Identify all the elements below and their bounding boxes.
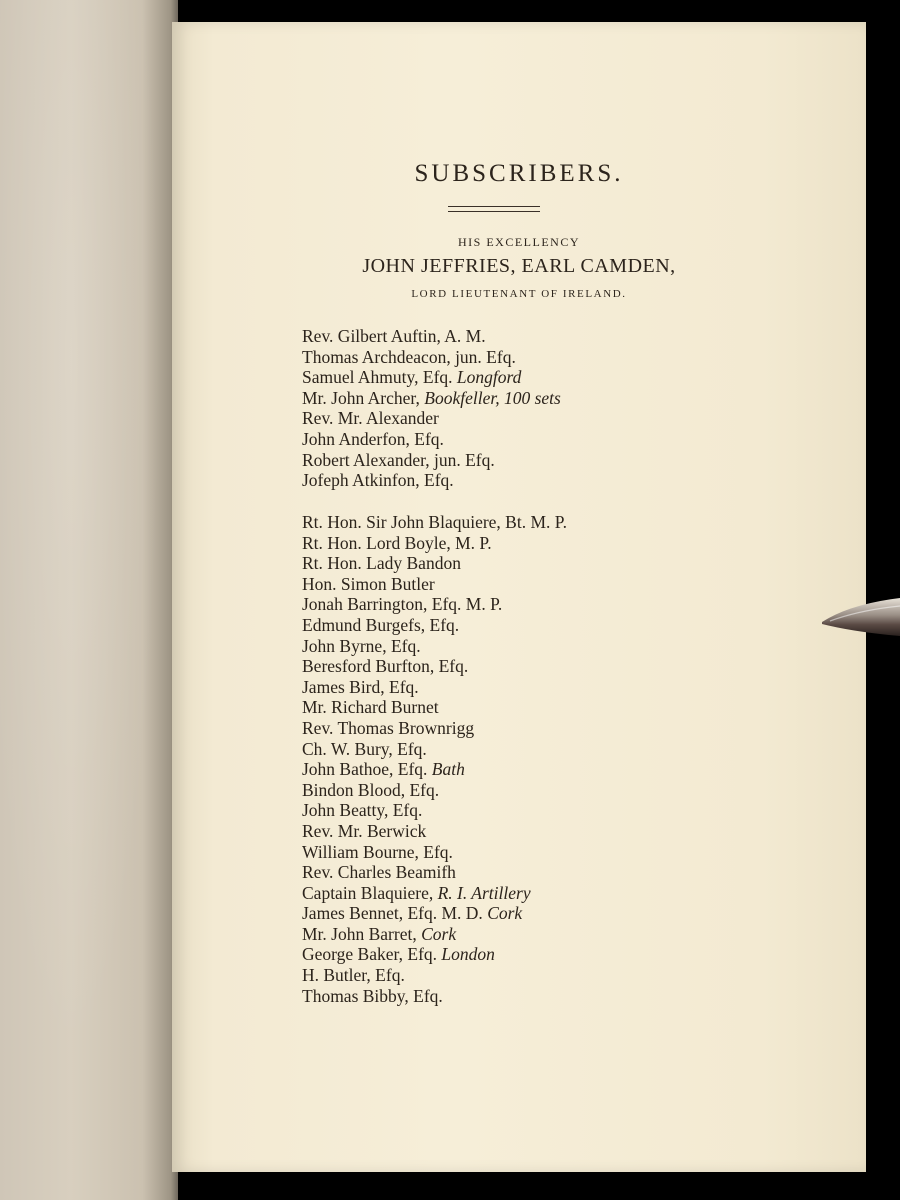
subscriber-entry xyxy=(302,739,567,760)
subscriber-name: Mr. John Barret, xyxy=(302,923,417,944)
double-rule-divider xyxy=(448,206,540,212)
subscriber-list-b xyxy=(302,512,567,1006)
subscriber-name: Edmund Burgefs, Efq. xyxy=(302,614,460,635)
subscriber-name: Captain Blaquiere, xyxy=(302,882,434,903)
subscriber-entry xyxy=(302,429,561,450)
subscriber-name: Rt. Hon. Sir John Blaquiere, Bt. M. P. xyxy=(302,512,567,532)
subscriber-entry xyxy=(302,574,567,595)
left-page-edge xyxy=(0,0,178,1200)
subscriber-entry xyxy=(302,553,567,574)
subscriber-entry xyxy=(302,656,567,677)
subscriber-note: London xyxy=(441,944,495,965)
subscriber-entry xyxy=(302,408,561,429)
dedication-line-1: HIS EXCELLENCY xyxy=(458,235,580,249)
subscriber-note: Cork xyxy=(421,923,457,944)
subscriber-name: Beresford Burfton, Efq. xyxy=(302,656,469,677)
page-heading: SUBSCRIBERS. xyxy=(414,160,624,187)
subscriber-entry xyxy=(302,450,561,471)
subscriber-entry xyxy=(302,347,561,368)
subscriber-entry xyxy=(302,924,567,945)
subscriber-name: Thomas Archdeacon, jun. Efq. xyxy=(302,346,516,367)
subscriber-entry xyxy=(302,965,567,986)
subscriber-entry xyxy=(302,326,561,347)
subscriber-name: Jofeph Atkinfon, Efq. xyxy=(302,470,454,491)
subscriber-note: Longford xyxy=(456,367,522,388)
subscriber-entry xyxy=(302,800,567,821)
subscriber-entry xyxy=(302,842,567,863)
subscriber-name: John Bathoe, Efq. xyxy=(302,759,428,780)
subscriber-name: Rev. Mr. Alexander xyxy=(302,408,439,429)
subscriber-name: Rev. Mr. Berwick xyxy=(302,820,427,841)
subscriber-name: Samuel Ahmuty, Efq. xyxy=(302,367,453,388)
subscriber-name: James Bird, Efq. xyxy=(302,676,419,697)
subscriber-name: Mr. John Archer, xyxy=(302,387,420,408)
subscriber-name: John Byrne, Efq. xyxy=(302,635,421,656)
subscriber-name: Ch. W. Bury, Efq. xyxy=(302,738,427,759)
subscriber-name: John Beatty, Efq. xyxy=(302,800,423,821)
subscriber-name: Jonah Barrington, Efq. M. P. xyxy=(302,594,503,615)
book-page xyxy=(172,22,866,1172)
subscriber-name: H. Butler, Efq. xyxy=(302,965,405,986)
subscriber-name: James Bennet, Efq. M. D. xyxy=(302,903,483,924)
subscriber-name: Rev. Gilbert Auftin, A. M. xyxy=(302,326,486,346)
subscriber-entry xyxy=(302,944,567,965)
subscriber-entry xyxy=(302,594,567,615)
subscriber-entry xyxy=(302,636,567,657)
subscriber-entry xyxy=(302,533,567,554)
subscriber-name: John Anderfon, Efq. xyxy=(302,428,444,449)
subscriber-entry xyxy=(302,512,567,533)
subscriber-name: Bindon Blood, Efq. xyxy=(302,779,440,800)
subscriber-entry xyxy=(302,367,561,388)
subscriber-name: George Baker, Efq. xyxy=(302,944,438,965)
dedication-line-3: LORD LIEUTENANT OF IRELAND. xyxy=(411,288,627,300)
subscriber-name: Mr. Richard Burnet xyxy=(302,697,439,718)
subscriber-note: R. I. Artillery xyxy=(437,882,531,903)
subscriber-entry xyxy=(302,883,567,904)
subscriber-note: Bath xyxy=(431,759,465,780)
subscriber-entry xyxy=(302,862,567,883)
subscriber-entry xyxy=(302,697,567,718)
subscriber-name: Robert Alexander, jun. Efq. xyxy=(302,449,495,470)
subscriber-list-a xyxy=(302,326,561,491)
subscriber-name: William Bourne, Efq. xyxy=(302,841,453,862)
subscriber-entry xyxy=(302,903,567,924)
subscriber-entry xyxy=(302,470,561,491)
subscriber-name: Hon. Simon Butler xyxy=(302,573,435,594)
pen-nib-icon xyxy=(820,596,900,640)
subscriber-entry xyxy=(302,780,567,801)
subscriber-entry xyxy=(302,986,567,1007)
subscriber-note: Cork xyxy=(487,903,523,924)
dedication-line-2: JOHN JEFFRIES, EARL CAMDEN, xyxy=(362,255,676,277)
subscriber-name: Rev. Charles Beamifh xyxy=(302,862,456,883)
subscriber-note: Bookfeller, 100 sets xyxy=(424,387,561,408)
subscriber-name: Rt. Hon. Lord Boyle, M. P. xyxy=(302,532,492,553)
subscriber-entry xyxy=(302,615,567,636)
subscriber-entry xyxy=(302,759,567,780)
subscriber-entry xyxy=(302,718,567,739)
subscriber-name: Rt. Hon. Lady Bandon xyxy=(302,553,461,574)
subscriber-name: Rev. Thomas Brownrigg xyxy=(302,717,475,738)
subscriber-entry xyxy=(302,677,567,698)
subscriber-entry xyxy=(302,821,567,842)
subscriber-name: Thomas Bibby, Efq. xyxy=(302,985,443,1006)
subscriber-entry xyxy=(302,388,561,409)
